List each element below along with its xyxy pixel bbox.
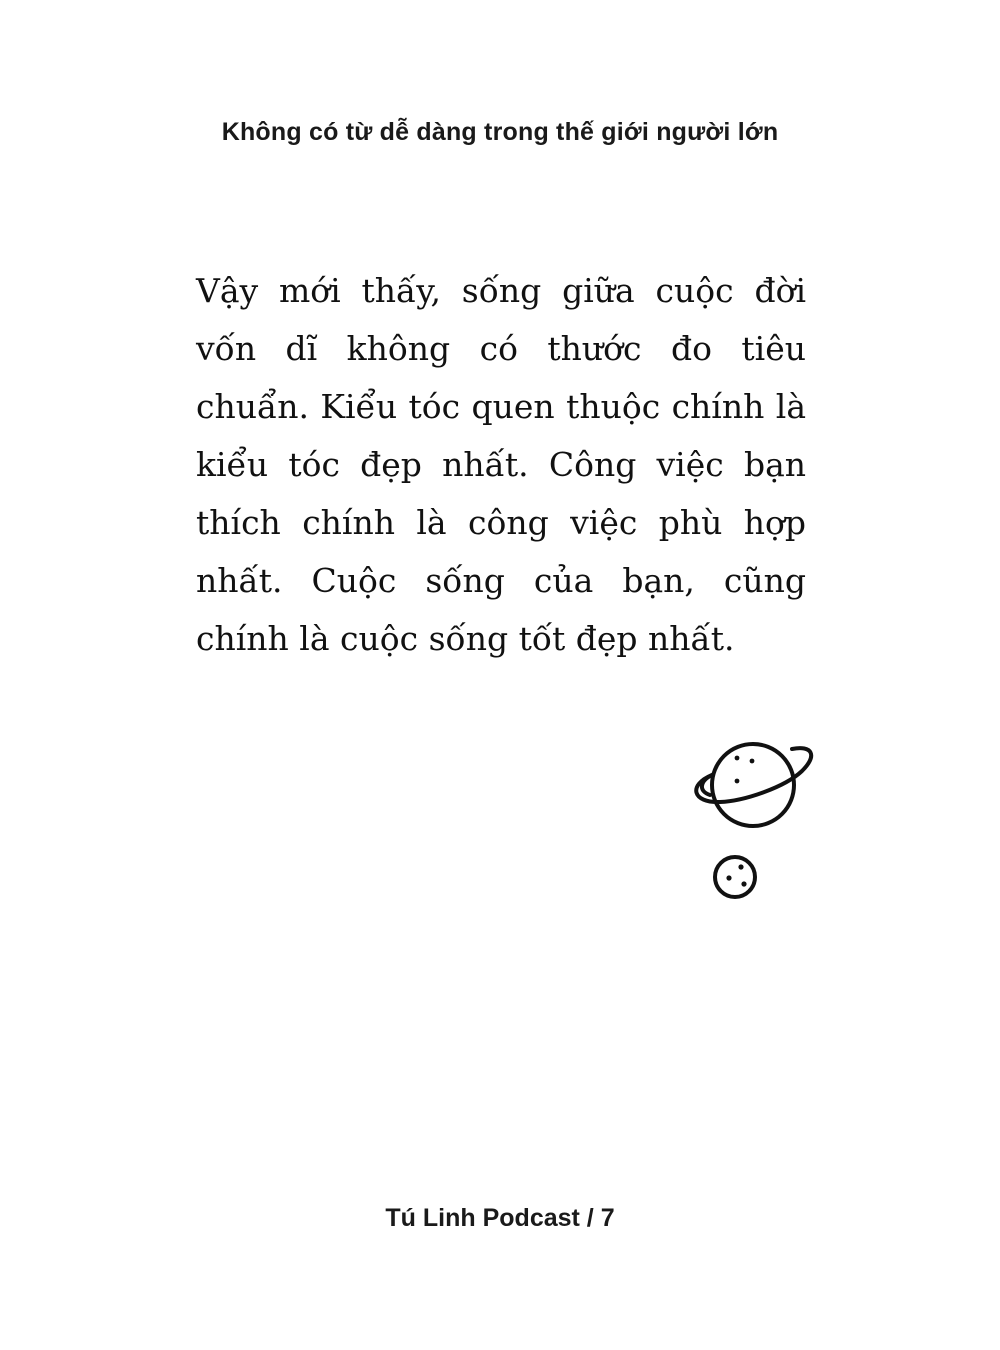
page-footer: Tú Linh Podcast / 7: [385, 1204, 615, 1232]
planet-icon: [696, 744, 811, 826]
body-paragraph: Vậy mới thấy, sống giữa cuộc đời vốn dĩ không có thước đo tiêu chuẩn. Kiểu tóc quen thuộc chính là kiểu tóc đẹp nhất. Công việc bạn thích chính là công việc phù hợp nhất. Cuộc sống của bạn, cũng chính là cuộc sống tốt đẹp nhất.: [196, 271, 806, 658]
space-illustration: [690, 735, 820, 905]
moon-icon: [715, 857, 755, 897]
running-header: Không có từ dễ dàng trong thế giới người lớn: [221, 118, 779, 146]
